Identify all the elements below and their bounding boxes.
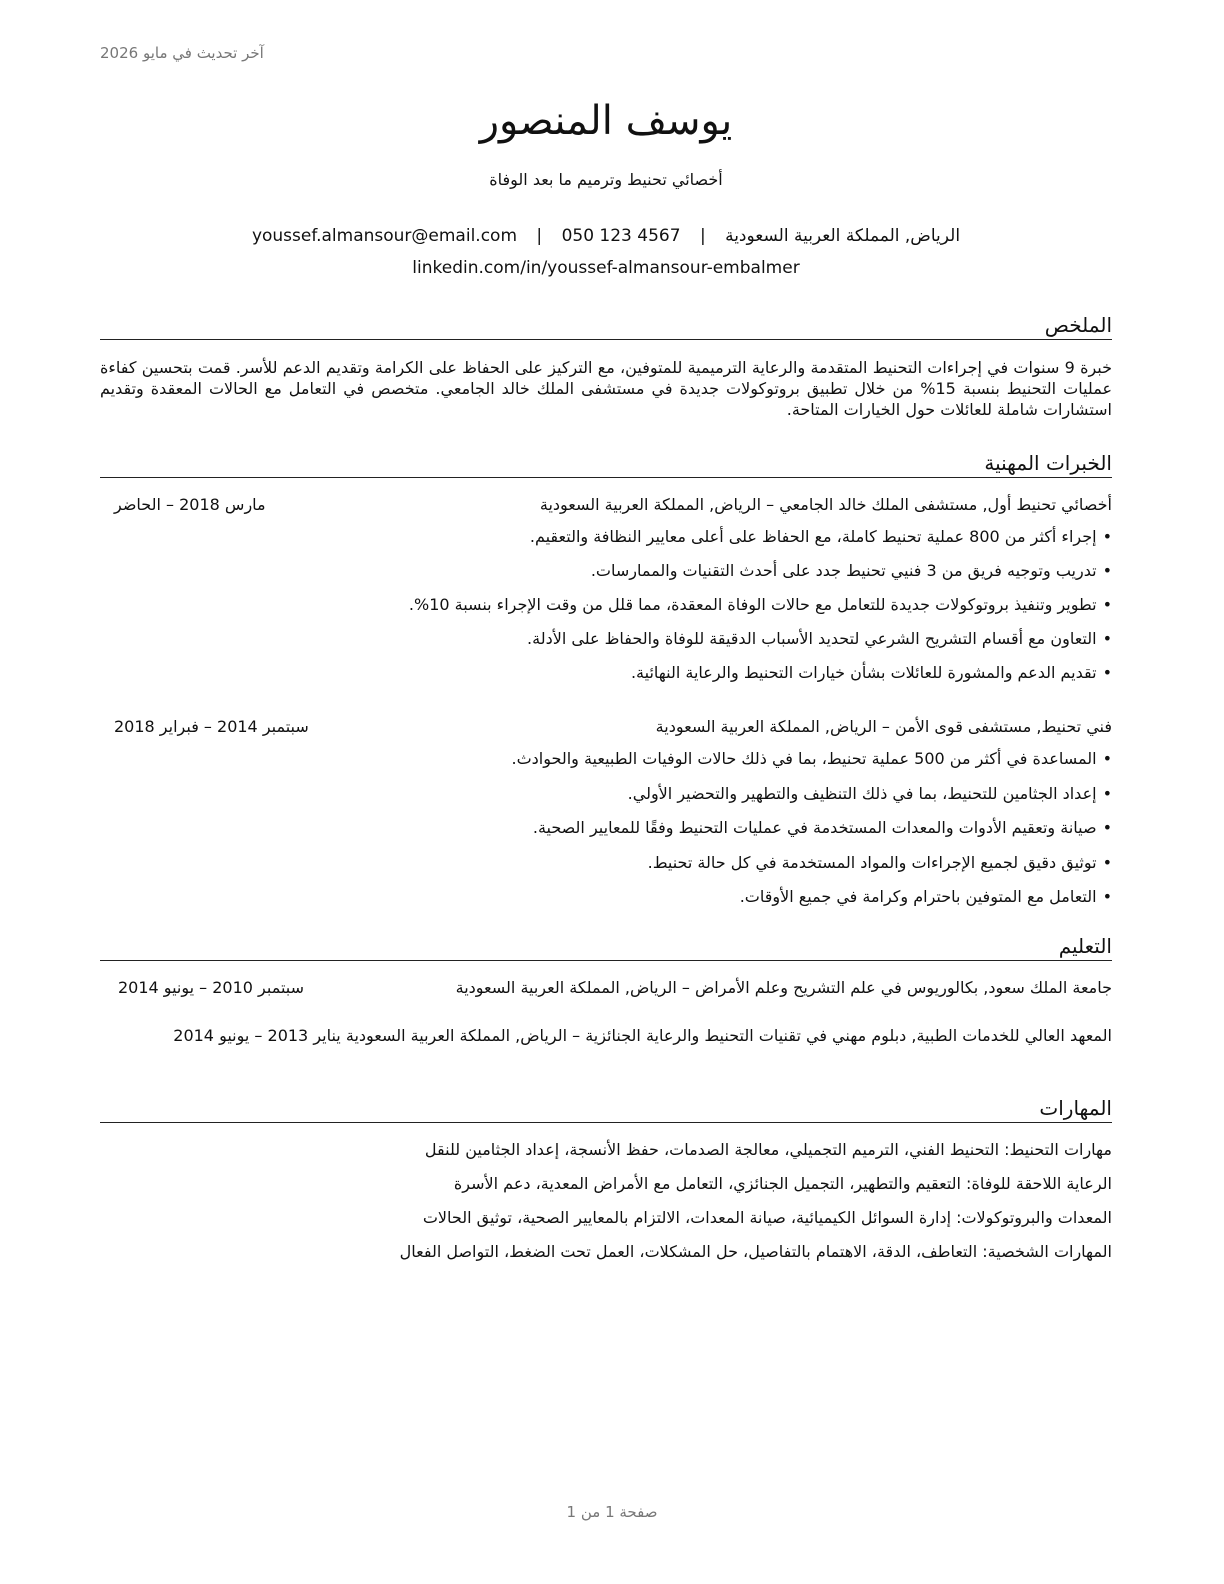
- education-item: [100, 1025, 1112, 1047]
- list-item: •المساعدة في أكثر من 500 عملية تحنيط، بما في ذلك حالات الوفيات الطبيعية والحوادث.: [511, 749, 1112, 768]
- list-item: •تطوير وتنفيذ بروتوكولات جديدة للتعامل مع حالات الوفاة المعقدة، مما قلل من وقت الإجراء بنسبة 10%.: [408, 595, 1112, 614]
- skill-line: الرعاية اللاحقة للوفاة: التعقيم والتطهير، التجميل الجنائزي، التعامل مع الأمراض المعدية، دعم الأسرة: [453, 1174, 1112, 1193]
- skill-line: المعدات والبروتوكولات: إدارة السوائل الكيميائية، صيانة المعدات، الالتزام بالمعايير الصحية، توثيق الحالات: [422, 1208, 1112, 1227]
- job-dates: مارس 2018 – الحاضر: [114, 495, 266, 514]
- candidate-name: يوسف المنصور: [479, 98, 733, 144]
- section-title-education: التعليم: [100, 932, 1112, 961]
- job-title: أخصائي تحنيط وترميم ما بعد الوفاة: [489, 170, 723, 189]
- linkedin-link[interactable]: linkedin.com/in/youssef-almansour-embalmer: [412, 258, 800, 278]
- education-heading: جامعة الملك سعود, بكالوريوس في علم التشريح وعلم الأمراض – الرياض, المملكة العربية السعودية: [455, 978, 1112, 997]
- education-item: [100, 977, 1112, 999]
- list-item: •صيانة وتعقيم الأدوات والمعدات المستخدمة في عمليات التحنيط وفقًا للمعايير الصحية.: [532, 818, 1112, 837]
- list-item: •تدريب وتوجيه فريق من 3 فنيي تحنيط جدد على أحدث التقنيات والممارسات.: [590, 561, 1112, 580]
- list-item: •التعاون مع أقسام التشريح الشرعي لتحديد الأسباب الدقيقة للوفاة والحفاظ على الأدلة.: [527, 629, 1112, 648]
- skill-line: المهارات الشخصية: التعاطف، الدقة، الاهتمام بالتفاصيل، حل المشكلات، العمل تحت الضغط، التواصل الفعال: [399, 1242, 1112, 1261]
- phone-number: 050 123 4567: [561, 226, 681, 246]
- education-dates: سبتمبر 2010 – يونيو 2014: [118, 978, 305, 997]
- email-link[interactable]: youssef.almansour@email.com: [251, 226, 518, 246]
- list-item: •إعداد الجثامين للتحنيط، بما في ذلك التنظيف والتطهير والتحضير الأولي.: [627, 784, 1112, 803]
- job-heading: [100, 716, 1112, 738]
- last-updated: آخر تحديث في مايو 2026: [100, 44, 264, 62]
- job-title-employer: أخصائي تحنيط أول, مستشفى الملك خالد الجامعي – الرياض, المملكة العربية السعودية: [539, 495, 1112, 514]
- list-item: •إجراء أكثر من 800 عملية تحنيط كاملة، مع الحفاظ على أعلى معايير النظافة والتعقيم.: [529, 527, 1112, 546]
- job-heading: [100, 494, 1112, 516]
- section-title-experience: الخبرات المهنية: [100, 449, 1112, 478]
- location: الرياض, المملكة العربية السعودية: [725, 226, 961, 246]
- job-title-employer: فني تحنيط, مستشفى قوى الأمن – الرياض, المملكة العربية السعودية: [655, 717, 1112, 736]
- list-item: •توثيق دقيق لجميع الإجراءات والمواد المستخدمة في كل حالة تحنيط.: [647, 853, 1112, 872]
- list-item: •التعامل مع المتوفين باحترام وكرامة في جميع الأوقات.: [739, 887, 1112, 906]
- summary-text: خبرة 9 سنوات في إجراءات التحنيط المتقدمة والرعاية الترميمية للمتوفين، مع التركيز على الحفاظ على الكرامة وتقديم الدعم للأسر. قمت بتحسين كفاءة عمليات التحنيط بنسبة 15% من خلال تطبيق بروتوكولات جديدة في مستشفى الملك خالد الجامعي. متخصص في التعامل مع الحالات المعقدة وتقديم استشارات شاملة للعائلات حول الخيارات المتاحة.: [100, 358, 1112, 419]
- education-heading: المعهد العالي للخدمات الطبية, دبلوم مهني في تقنيات التحنيط والرعاية الجنائزية – الرياض, المملكة العربية السعودية: [345, 1026, 1112, 1045]
- contact-line: [100, 224, 1112, 248]
- skill-line: مهارات التحنيط: التحنيط الفني، الترميم التجميلي، معالجة الصدمات، حفظ الأنسجة، إعداد الجثامين للنقل: [424, 1140, 1112, 1159]
- list-item: •تقديم الدعم والمشورة للعائلات بشأن خيارات التحنيط والرعاية النهائية.: [630, 663, 1112, 682]
- section-title-skills: المهارات: [100, 1094, 1112, 1123]
- separator: |: [699, 226, 706, 246]
- job-dates: سبتمبر 2014 – فبراير 2018: [114, 717, 309, 736]
- separator: |: [536, 226, 543, 246]
- page-number: صفحة 1 من 1: [566, 1503, 658, 1521]
- education-dates: يناير 2013 – يونيو 2014: [173, 1026, 341, 1045]
- section-title-summary: الملخص: [100, 311, 1112, 340]
